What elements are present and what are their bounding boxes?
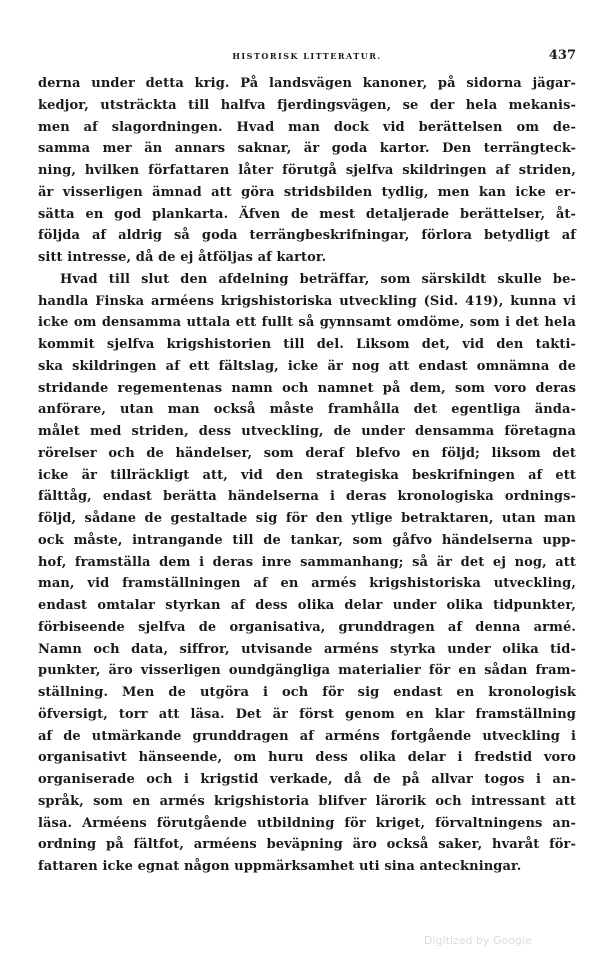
text-line: rörelser och de händelser, som deraf blefvo en följd; liksom det xyxy=(38,445,576,461)
text-line: förbiseende sjelfva de organisativa, grunddragen af denna armé. xyxy=(38,619,576,635)
text-line: derna under detta krig. På landsvägen kanoner, på sidorna jägar- xyxy=(38,76,576,91)
text-line: handla Finska arméens krigshistoriska utveckling (Sid. 419), kunna vi xyxy=(38,293,576,309)
page-header xyxy=(38,48,576,68)
body-text xyxy=(38,73,576,878)
text-line: hof, framställa dem i deras inre sammanhang; så är det ej nog, att xyxy=(38,554,576,570)
text-line: öfversigt, torr att läsa. Det är först genom en klar framställning xyxy=(38,706,576,722)
text-line: målet med striden, dess utveckling, de under densamma företagna xyxy=(38,424,576,439)
text-line-paragraph-end: sitt intresse, då de ej åtföljas af kartor. xyxy=(38,250,327,265)
text-line: fälttåg, endast berätta händelserna i deras kronologiska ordnings- xyxy=(38,489,576,505)
text-line: samma mer än annars saknar, är goda kartor. Den terrängteck- xyxy=(38,141,576,157)
text-line: men af slagordningen. Hvad man dock vid berättelsen om de- xyxy=(38,119,576,135)
text-line: anförare, utan man också måste framhålla det egentliga ända- xyxy=(38,402,576,418)
text-line: af de utmärkande grunddragen af arméns fortgående utveckling i xyxy=(38,728,576,744)
text-line: kedjor, utsträckta till halfva fjerdingsvägen, se der hela mekanis- xyxy=(38,97,576,113)
text-line-paragraph-start: Hvad till slut den afdelning beträffar, som särskildt skulle be- xyxy=(60,271,576,287)
text-line: läsa. Arméens förutgående utbildning för kriget, förvaltningens an- xyxy=(38,815,576,831)
text-line: icke om densamma uttala ett fullt så gynnsamt omdöme, som i det hela xyxy=(38,315,576,331)
book-page xyxy=(38,0,576,976)
digitization-watermark: Digitized by Google xyxy=(424,934,532,947)
text-line: endast omtalar styrkan af dess olika delar under olika tidpunkter, xyxy=(38,598,576,613)
text-line: Namn och data, siffror, utvisande arméns styrka under olika tid- xyxy=(38,641,576,657)
text-line: följda af aldrig så goda terrängbeskrifningar, förlora betydligt af xyxy=(38,228,576,244)
text-line: fattaren icke egnat någon uppmärksamhet uti sina anteckningar. xyxy=(38,859,522,874)
text-line: språk, som en armés krigshistoria blifver lärorik och intressant att xyxy=(38,793,576,809)
page-number: 437 xyxy=(548,48,576,63)
text-line: ska skildringen af ett fältslag, icke är nog att endast omnämna de xyxy=(38,358,576,374)
text-line: ning, hvilken författaren låter förutgå sjelfva skildringen af striden, xyxy=(38,163,576,178)
text-line: stridande regementenas namn och namnet på dem, som voro deras xyxy=(38,380,576,396)
text-line: sätta en god plankarta. Äfven de mest detaljerade berättelser, åt- xyxy=(38,206,576,222)
text-line: organiserade och i krigstid verkade, då de på allvar togos i an- xyxy=(38,772,576,787)
text-line: är visserligen ämnad att göra stridsbilden tydlig, men kan icke er- xyxy=(38,184,576,200)
text-line: man, vid framställningen af en armés krigshistoriska utveckling, xyxy=(38,576,576,592)
running-title: HISTORISK LITTERATUR. xyxy=(232,51,382,61)
text-line: punkter, äro visserligen oundgängliga materialier för en sådan fram- xyxy=(38,663,576,679)
text-line: kommit sjelfva krigshistorien till del. Liksom det, vid den takti- xyxy=(38,337,576,352)
text-line: ordning på fältfot, arméens beväpning äro också saker, hvaråt för- xyxy=(38,837,576,853)
text-line: följd, sådane de gestaltade sig för den ytlige betraktaren, utan man xyxy=(38,511,576,526)
text-line: ställning. Men de utgöra i och för sig endast en kronologisk xyxy=(38,685,576,700)
text-line: icke är tillräckligt att, vid den strategiska beskrifningen af ett xyxy=(38,467,576,483)
text-line: organisativt hänseende, om huru dess olika delar i fredstid voro xyxy=(38,750,576,766)
text-line: ock måste, intrangande till de tankar, som gåfvo händelserna upp- xyxy=(38,532,576,548)
